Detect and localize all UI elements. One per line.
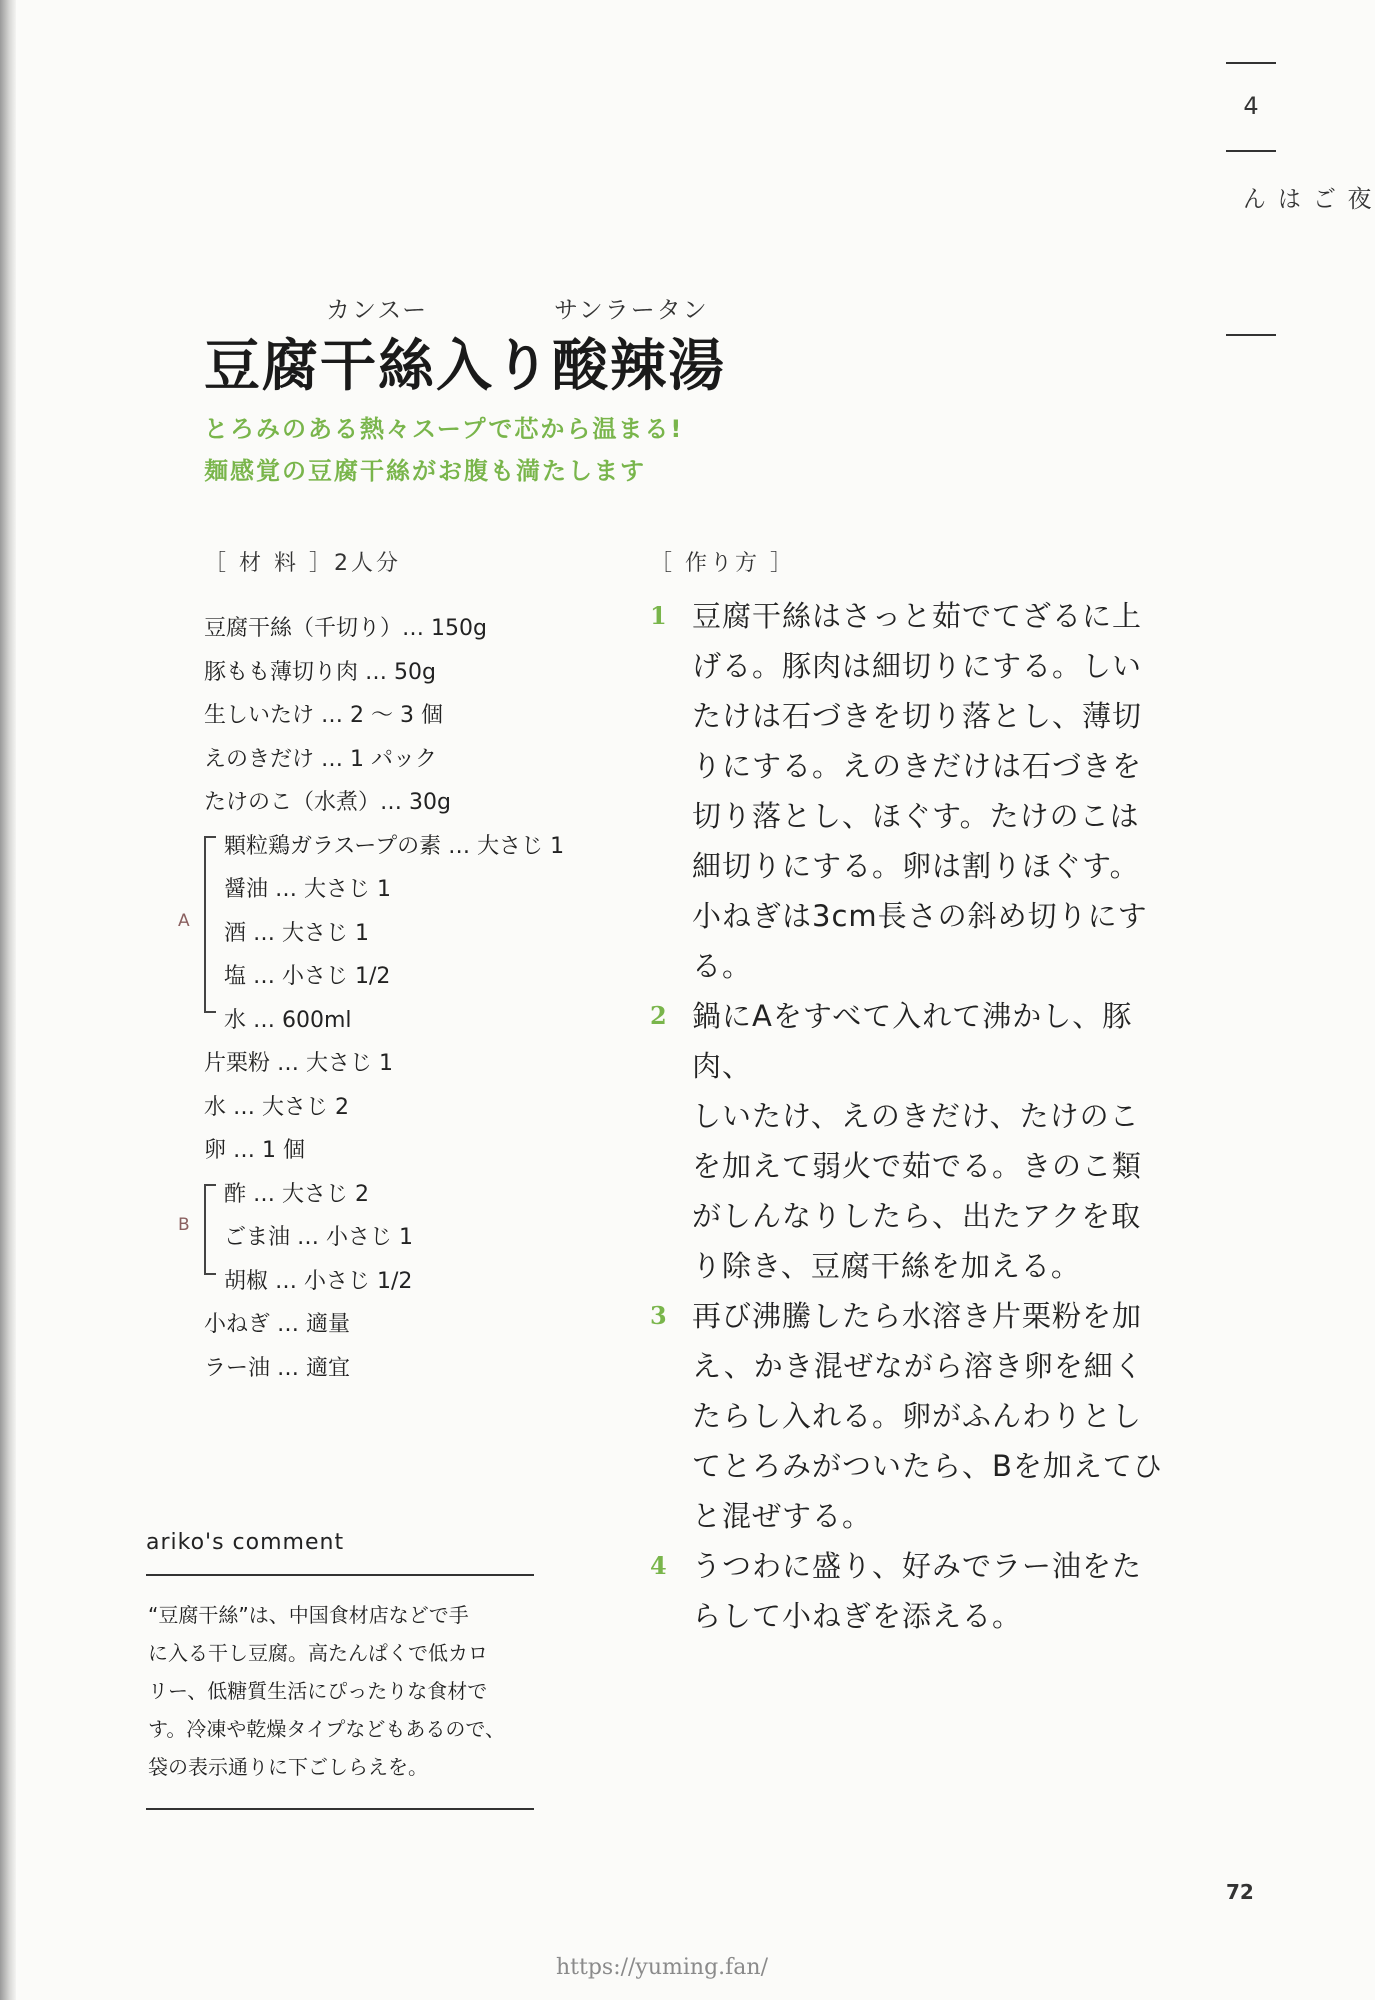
group-b-label: B bbox=[178, 1215, 190, 1235]
comment-line: “豆腐干絲”は、中国食材店などで手 bbox=[148, 1603, 469, 1627]
step-line: 切り落とし、ほぐす。たけのこは bbox=[692, 799, 1140, 833]
group-a-item: 顆粒鶏ガラスープの素 … 大さじ 1 bbox=[224, 833, 565, 859]
ingredient-item: 卵 … 1 個 bbox=[204, 1138, 305, 1163]
chapter-label: 夜ごはん bbox=[1238, 186, 1371, 212]
step-line: らして小ねぎを添える。 bbox=[692, 1599, 1023, 1633]
ingredients-section bbox=[178, 546, 634, 1390]
title-ruby-kansu: カンスー bbox=[326, 296, 429, 324]
group-b-bracket bbox=[204, 1184, 216, 1275]
recipe-subtitle bbox=[204, 408, 683, 492]
method-step bbox=[650, 991, 1190, 1291]
group-b-item: 胡椒 … 小さじ 1/2 bbox=[224, 1268, 413, 1294]
method-step bbox=[650, 1541, 1190, 1641]
group-a-item: 水 … 600ml bbox=[224, 1007, 352, 1033]
subtitle-line: とろみのある熱々スープで芯から温まる! bbox=[204, 415, 684, 443]
ingredient-item: 小ねぎ … 適量 bbox=[204, 1312, 350, 1337]
ingredients-heading: ［ 材 料 ］2人分 bbox=[204, 551, 401, 576]
step-number: 1 bbox=[650, 601, 668, 630]
group-a-bracket bbox=[204, 836, 216, 1013]
step-line: を加えて弱火で茹でる。きのこ類 bbox=[692, 1149, 1143, 1183]
step-line: たらし入れる。卵がふんわりとし bbox=[692, 1399, 1143, 1433]
step-line: と混ぜする。 bbox=[692, 1499, 873, 1533]
chapter-number: 4 bbox=[1243, 92, 1259, 120]
step-line: え、かき混ぜながら溶き卵を細く bbox=[692, 1349, 1144, 1383]
ingredient-item: たけのこ（水煮）… 30g bbox=[204, 790, 451, 815]
ingredient-item: ラー油 … 適宜 bbox=[204, 1355, 350, 1381]
watermark-url: https://yuming.fan/ bbox=[555, 1955, 769, 1980]
step-line: り除き、豆腐干絲を加える。 bbox=[692, 1249, 1081, 1283]
method-heading: ［ 作り方 ］ bbox=[650, 551, 795, 576]
step-line: うつわに盛り、好みでラー油をた bbox=[692, 1549, 1143, 1583]
chapter-rule-middle bbox=[1226, 150, 1276, 152]
recipe-title: 豆腐干絲入り酸辣湯 bbox=[204, 334, 726, 399]
comment-rule-bottom bbox=[146, 1808, 534, 1810]
book-spine-shadow bbox=[0, 0, 16, 2000]
group-a-item: 酒 … 大さじ 1 bbox=[224, 920, 369, 946]
step-line: 小ねぎは3cm長さの斜め切りにする。 bbox=[692, 899, 1148, 983]
title-ruby-sanratan: サンラータン bbox=[554, 296, 709, 324]
ingredient-item: 豆腐干絲（千切り）… 150g bbox=[204, 616, 487, 641]
step-line: 細切りにする。卵は割りほぐす。 bbox=[692, 849, 1140, 883]
page-number: 72 bbox=[1226, 1880, 1254, 1904]
comment-line: リー、低糖質生活にぴったりな食材で bbox=[148, 1679, 488, 1703]
comment-body bbox=[146, 1576, 534, 1808]
step-line: げる。豚肉は細切りにする。しい bbox=[692, 649, 1143, 683]
group-b-item: ごま油 … 小さじ 1 bbox=[224, 1225, 413, 1250]
comment-heading: ariko's comment bbox=[146, 1530, 345, 1555]
step-line: しいたけ、えのきだけ、たけのこ bbox=[692, 1099, 1140, 1133]
group-a-item: 塩 … 小さじ 1/2 bbox=[224, 964, 391, 989]
step-number: 2 bbox=[650, 1001, 668, 1030]
group-a-label: A bbox=[178, 911, 190, 931]
ingredient-item: 水 … 大さじ 2 bbox=[204, 1094, 349, 1120]
comment-box bbox=[146, 1530, 534, 1810]
comment-line: 袋の表示通りに下ごしらえを。 bbox=[148, 1755, 428, 1779]
step-line: 鍋にAをすべて入れて沸かし、豚肉、 bbox=[692, 999, 1133, 1083]
method-step bbox=[650, 1291, 1190, 1541]
step-number: 4 bbox=[650, 1551, 668, 1580]
chapter-rule-top bbox=[1226, 62, 1276, 64]
group-a-item: 醤油 … 大さじ 1 bbox=[224, 877, 391, 902]
step-line: りにする。えのきだけは石づきを bbox=[692, 749, 1143, 783]
step-line: 豆腐干絲はさっと茹でてざるに上 bbox=[692, 599, 1143, 633]
ingredient-list bbox=[178, 607, 634, 1390]
ingredient-item: えのきだけ … 1 パック bbox=[204, 746, 437, 772]
step-line: たけは石づきを切り落とし、薄切 bbox=[692, 699, 1143, 733]
step-line: てとろみがついたら、Bを加えてひ bbox=[692, 1449, 1163, 1483]
comment-line: に入る干し豆腐。高たんぱくで低カロ bbox=[148, 1641, 488, 1665]
recipe-title-block bbox=[204, 290, 726, 402]
method-step bbox=[650, 591, 1190, 991]
group-b-item: 酢 … 大さじ 2 bbox=[224, 1181, 369, 1207]
step-number: 3 bbox=[650, 1301, 668, 1330]
subtitle-line: 麺感覚の豆腐干絲がお腹も満たします bbox=[204, 457, 646, 485]
comment-line: す。冷凍や乾燥タイプなどもあるので、 bbox=[148, 1717, 505, 1741]
ingredient-item: 生しいたけ … 2 ～ 3 個 bbox=[204, 703, 443, 728]
ingredient-item: 豚もも薄切り肉 … 50g bbox=[204, 659, 436, 685]
method-section bbox=[650, 546, 1190, 1641]
step-line: 再び沸騰したら水溶き片栗粉を加 bbox=[692, 1299, 1143, 1333]
step-line: がしんなりしたら、出たアクを取 bbox=[692, 1199, 1142, 1233]
chapter-rule-bottom bbox=[1226, 334, 1276, 336]
ingredient-item: 片栗粉 … 大さじ 1 bbox=[204, 1051, 393, 1076]
